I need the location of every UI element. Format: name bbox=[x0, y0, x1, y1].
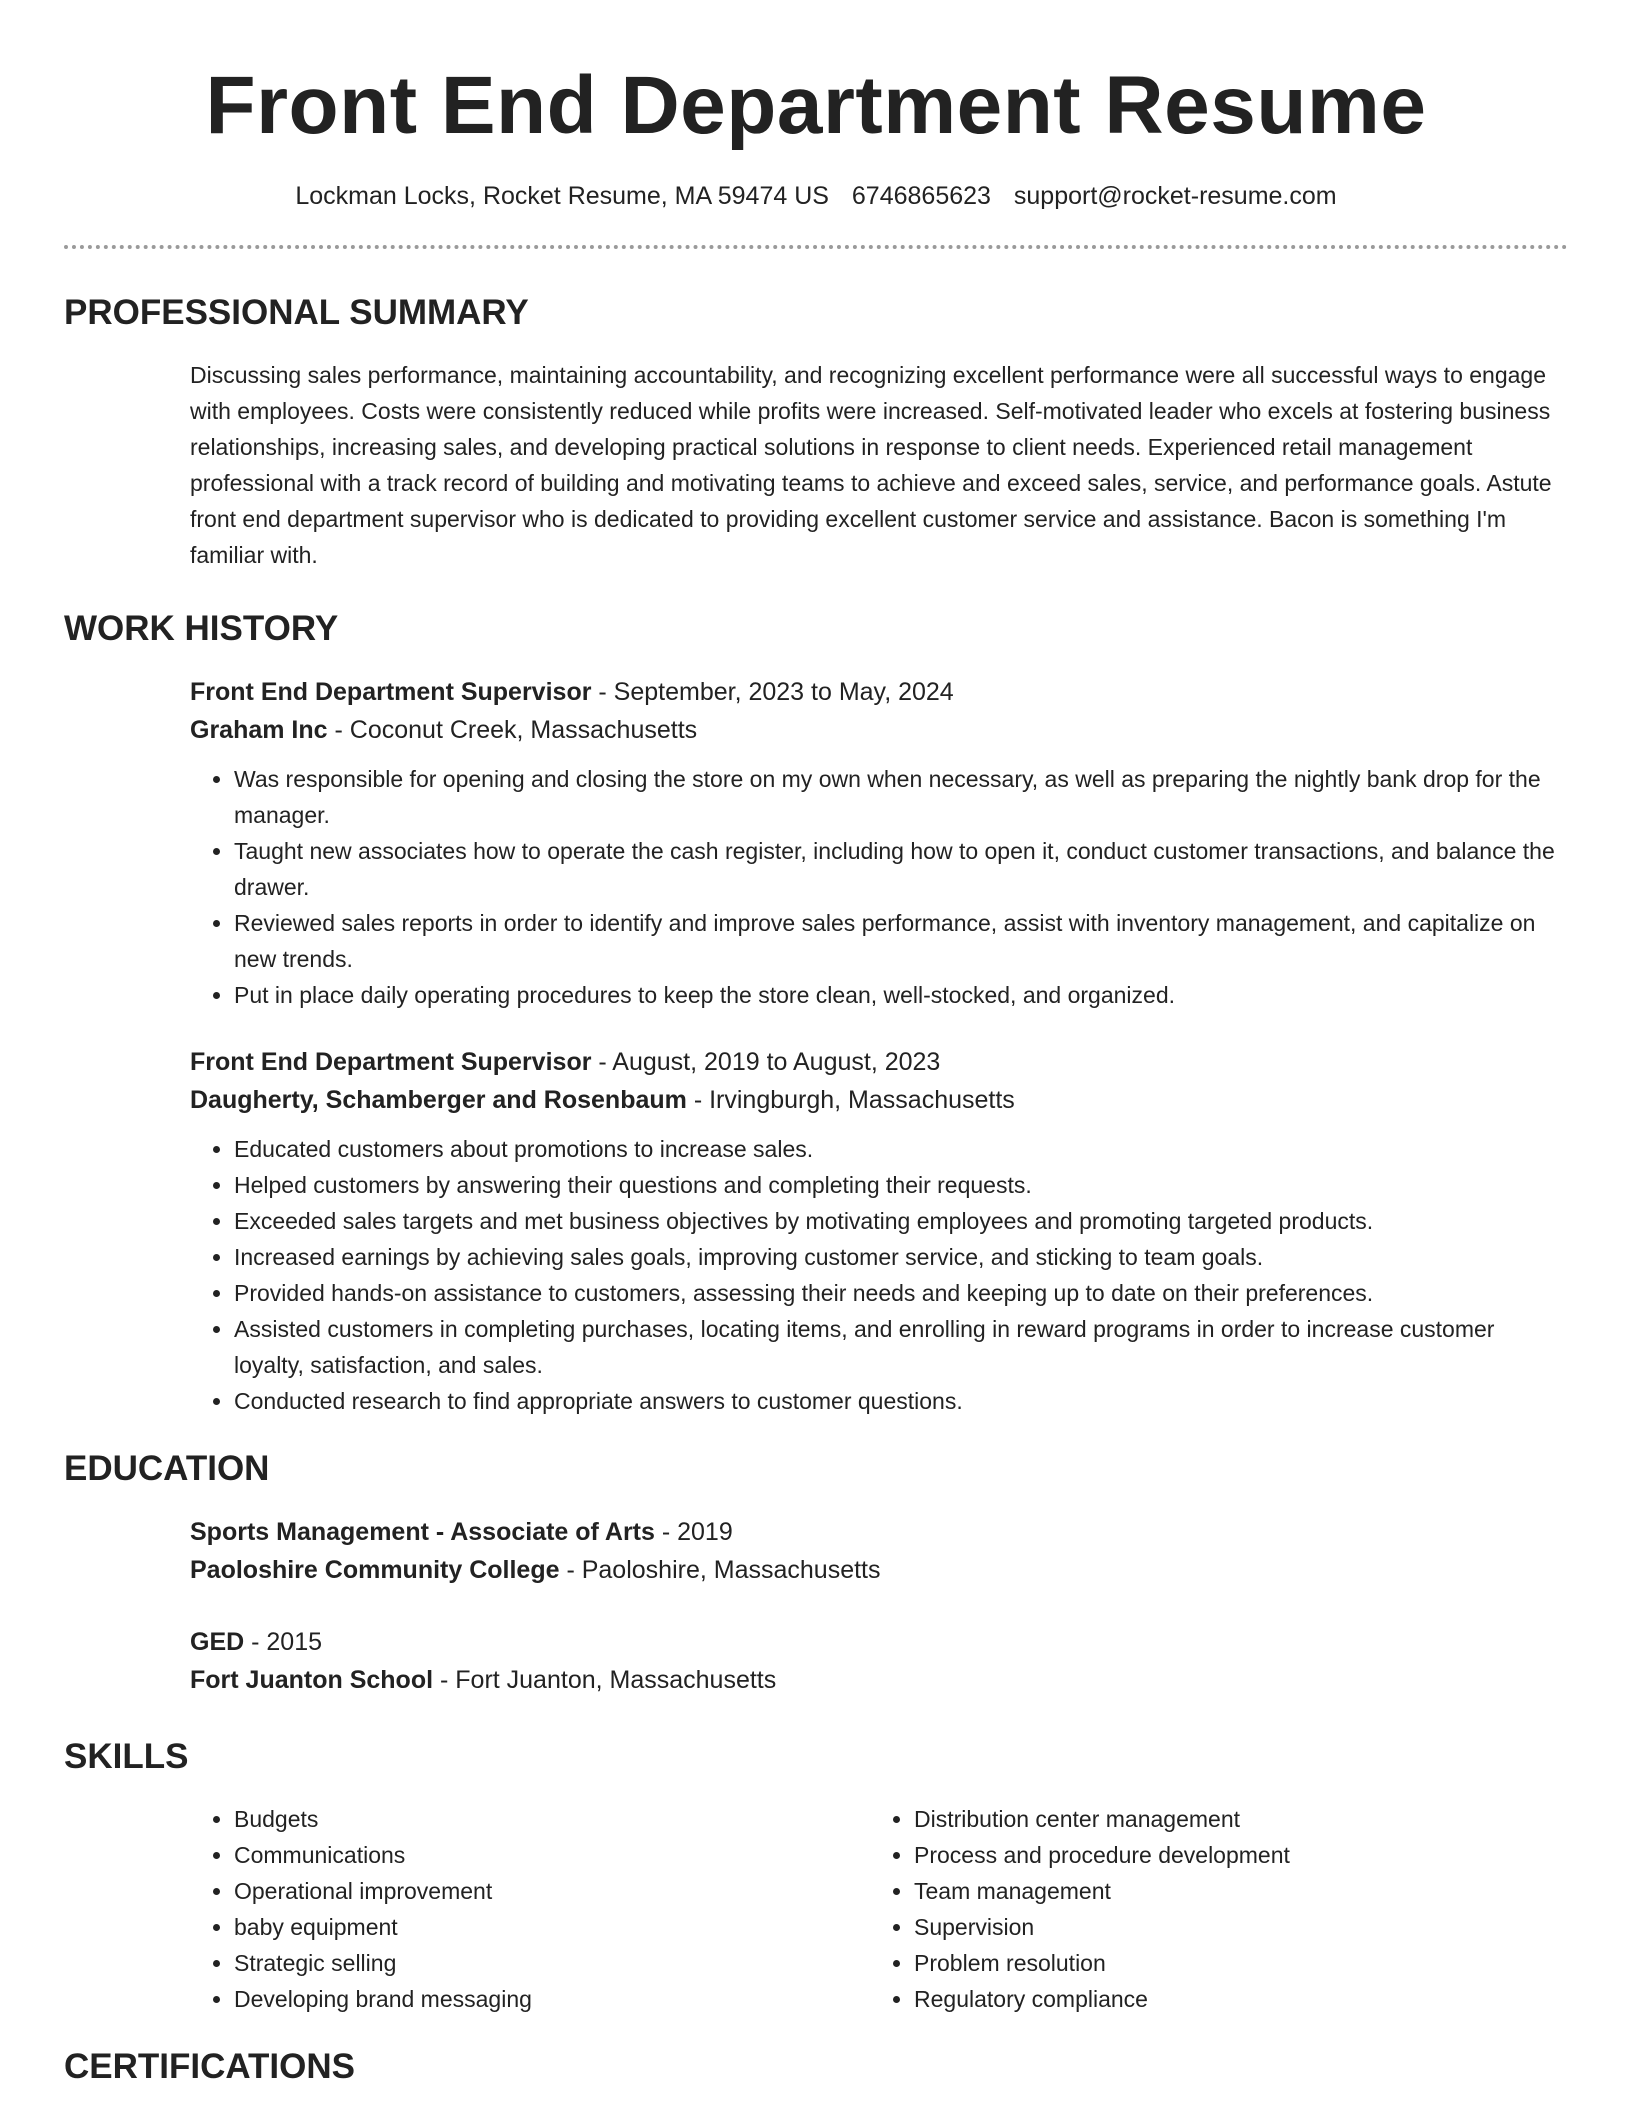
skill-item: • Strategic selling bbox=[234, 1945, 870, 1981]
job-bullets bbox=[190, 761, 1568, 1013]
education-entry bbox=[190, 1623, 1568, 1699]
job-company: Daugherty, Schamberger and Rosenbaum bbox=[190, 1086, 687, 1114]
job-role: Front End Department Supervisor bbox=[190, 1048, 592, 1076]
resume-title: Front End Department Resume bbox=[205, 60, 1427, 151]
education-year: - 2015 bbox=[244, 1628, 323, 1656]
contact-email: support@rocket-resume.com bbox=[1013, 182, 1337, 210]
list-item: • Provided hands-on assistance to customers, assessing their needs and keeping up to date on their preferences. bbox=[234, 1275, 1568, 1311]
list-item: • Assisted customers in completing purchases, locating items, and enrolling in reward programs in order to increase customer loyalty, satisfaction, and sales. bbox=[234, 1311, 1568, 1383]
education-school: Paoloshire Community College bbox=[190, 1556, 560, 1584]
skill-item: • Team management bbox=[914, 1873, 1550, 1909]
work-history-section bbox=[64, 609, 1568, 1419]
education-section bbox=[64, 1449, 1568, 1699]
skill-item: • Distribution center management bbox=[914, 1801, 1550, 1837]
education-location: - Fort Juanton, Massachusetts bbox=[433, 1666, 777, 1694]
list-item: • Was responsible for opening and closing the store on my own when necessary, as well as preparing the nightly bank drop for the manager. bbox=[234, 761, 1568, 833]
skill-item: • Regulatory compliance bbox=[914, 1981, 1550, 2017]
job-company-line bbox=[190, 711, 1568, 749]
skill-item: • Supervision bbox=[914, 1909, 1550, 1945]
job-location: - Coconut Creek, Massachusetts bbox=[327, 716, 698, 744]
summary-section bbox=[64, 293, 1568, 573]
list-item: • Helped customers by answering their questions and completing their requests. bbox=[234, 1167, 1568, 1203]
contact-address: Lockman Locks, Rocket Resume, MA 59474 US bbox=[295, 182, 829, 210]
job-role: Front End Department Supervisor bbox=[190, 678, 592, 706]
education-degree: GED bbox=[190, 1628, 245, 1656]
section-title-summary: PROFESSIONAL SUMMARY bbox=[64, 293, 529, 332]
job-title-line bbox=[190, 673, 1568, 711]
header-divider bbox=[64, 245, 1568, 249]
job-location: - Irvingburgh, Massachusetts bbox=[686, 1086, 1015, 1114]
skill-item: • Process and procedure development bbox=[914, 1837, 1550, 1873]
skill-item: • Developing brand messaging bbox=[234, 1981, 870, 2017]
job-company: Graham Inc bbox=[190, 716, 328, 744]
summary-text: Discussing sales performance, maintaining accountability, and recognizing excellent performance were all successful ways to engage with employees. Costs were consistently reduced while profits were increased. Self-motivated leader who excels at fostering business relationships, increasing sales, and developing practical solutions in response to client needs. Experienced retail management professional with a track record of building and motivating teams to achieve and exceed sales, service, and performance goals. Astute front end department supervisor who is dedicated to providing excellent customer service and assistance. Bacon is something I'm familiar with. bbox=[190, 362, 1552, 568]
skills-right-column bbox=[870, 1801, 1550, 2017]
skill-item: • baby equipment bbox=[234, 1909, 870, 1945]
education-location: - Paoloshire, Massachusetts bbox=[559, 1556, 881, 1584]
job-entry bbox=[190, 1043, 1568, 1419]
contact-phone: 6746865623 bbox=[851, 182, 991, 210]
skill-item: • Operational improvement bbox=[234, 1873, 870, 1909]
skill-item: • Communications bbox=[234, 1837, 870, 1873]
contact-line bbox=[64, 180, 1568, 212]
skill-item: • Budgets bbox=[234, 1801, 870, 1837]
section-title-skills: SKILLS bbox=[64, 1737, 189, 1776]
section-title-certifications: CERTIFICATIONS bbox=[64, 2047, 356, 2086]
education-year: - 2019 bbox=[654, 1518, 733, 1546]
job-title-line bbox=[190, 1043, 1568, 1081]
section-title-work-history: WORK HISTORY bbox=[64, 609, 339, 648]
job-entry bbox=[190, 673, 1568, 1013]
section-title-education: EDUCATION bbox=[64, 1449, 270, 1488]
resume-header bbox=[64, 0, 1568, 249]
list-item: • Taught new associates how to operate the cash register, including how to open it, conduct customer transactions, and balance the drawer. bbox=[234, 833, 1568, 905]
job-bullets bbox=[190, 1131, 1568, 1419]
skills-section bbox=[64, 1737, 1568, 2017]
job-dates: - September, 2023 to May, 2024 bbox=[591, 678, 954, 706]
education-degree-line bbox=[190, 1623, 1568, 1661]
certifications-section bbox=[64, 2047, 1568, 2087]
skills-left-column bbox=[190, 1801, 870, 2017]
job-dates: - August, 2019 to August, 2023 bbox=[591, 1048, 941, 1076]
list-item: • Put in place daily operating procedures to keep the store clean, well-stocked, and organized. bbox=[234, 977, 1568, 1013]
education-school-line bbox=[190, 1551, 1568, 1589]
list-item: • Conducted research to find appropriate answers to customer questions. bbox=[234, 1383, 1568, 1419]
education-degree: Sports Management - Associate of Arts bbox=[190, 1518, 655, 1546]
list-item: • Increased earnings by achieving sales goals, improving customer service, and sticking to team goals. bbox=[234, 1239, 1568, 1275]
job-company-line bbox=[190, 1081, 1568, 1119]
list-item: • Reviewed sales reports in order to identify and improve sales performance, assist with inventory management, and capitalize on new trends. bbox=[234, 905, 1568, 977]
list-item: • Exceeded sales targets and met business objectives by motivating employees and promoting targeted products. bbox=[234, 1203, 1568, 1239]
education-degree-line bbox=[190, 1513, 1568, 1551]
skill-item: • Problem resolution bbox=[914, 1945, 1550, 1981]
skills-columns bbox=[190, 1801, 1568, 2017]
education-school: Fort Juanton School bbox=[190, 1666, 434, 1694]
list-item: • Educated customers about promotions to increase sales. bbox=[234, 1131, 1568, 1167]
education-entry bbox=[190, 1513, 1568, 1589]
education-school-line bbox=[190, 1661, 1568, 1699]
